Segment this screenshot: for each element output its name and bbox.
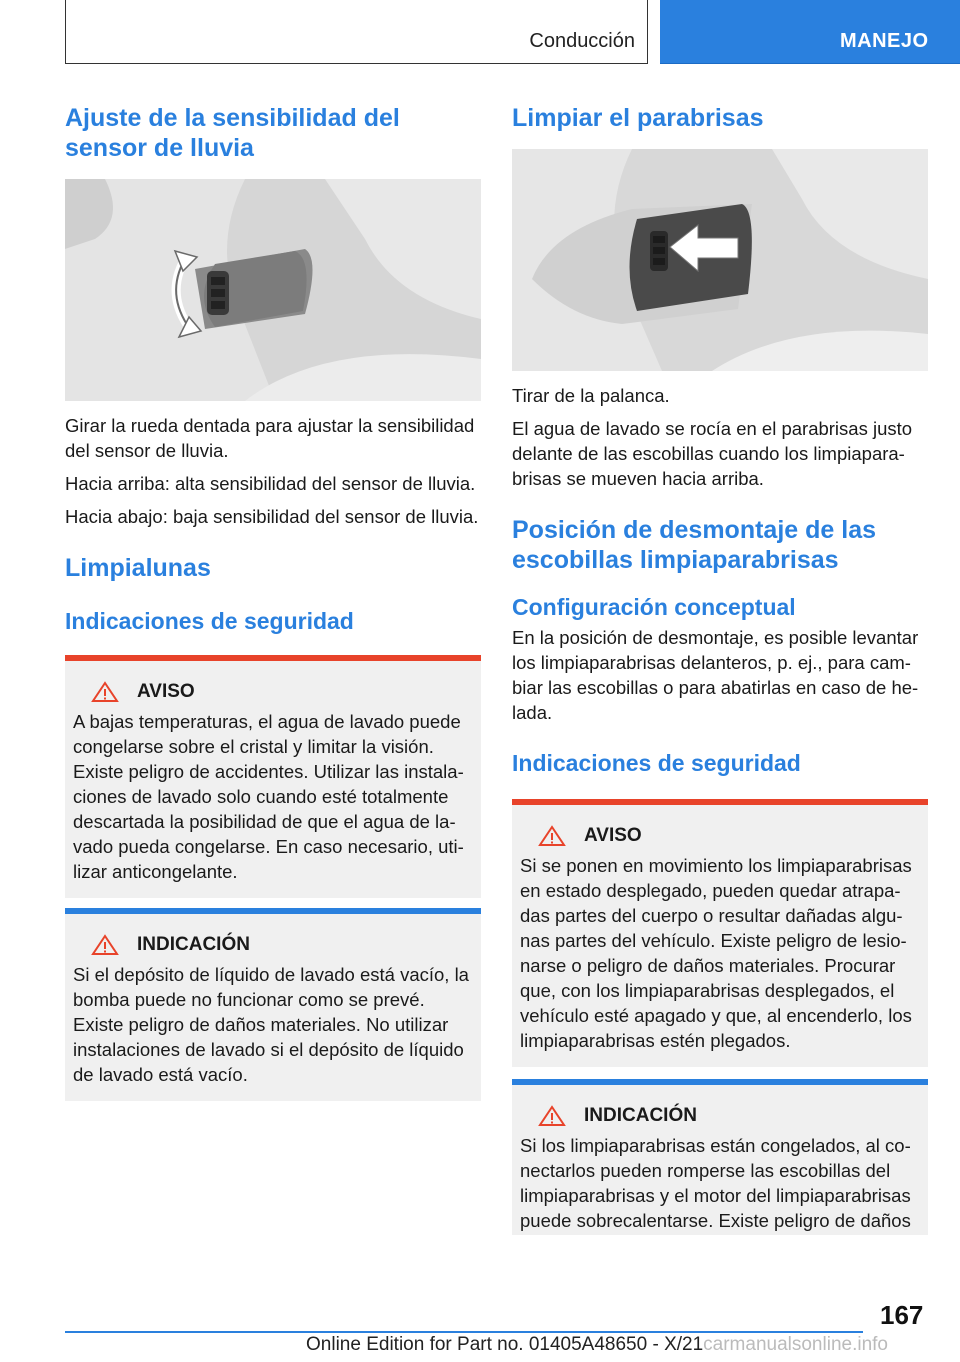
notice-text: Si el depósito de líquido de lavado está vacío, la bomba puede no funcionar como se prevé. Existe peligro de daños materiales. No utilizar instalaciones de lavado si el depósito de líquido de lavado está vacío. bbox=[73, 964, 469, 1085]
notice-callout-left bbox=[65, 908, 481, 1101]
warning-text: Si se ponen en movimiento los limpiaparabrisas en estado desplegado, pueden quedar atrapa-das partes del cuerpo o resultar dañadas algu-nas partes del vehículo. Existe peligro de lesio-narse o peligro de daños materiales. Procurar que, con los limpiaparabrisas desplegados, el vehículo esté apagado y que, al encenderlo, los limpiaparabrisas estén plegados. bbox=[520, 855, 912, 1051]
warning-triangle-icon bbox=[91, 934, 119, 956]
paragraph-pull-lever: Tirar de la palanca. bbox=[512, 385, 670, 406]
heading-safety-right: Indicaciones de seguridad bbox=[512, 750, 801, 776]
warning-callout-left bbox=[65, 655, 481, 898]
heading-concept: Configuración conceptual bbox=[512, 594, 796, 620]
heading-safety-left: Indicaciones de seguridad bbox=[65, 608, 354, 634]
windshield-lever-figure bbox=[512, 149, 928, 371]
paragraph-low-sensitivity: Hacia abajo: baja sensibilidad del sensor de lluvia. bbox=[65, 506, 479, 527]
footer-divider bbox=[65, 1331, 863, 1333]
page-number: 167 bbox=[880, 1300, 924, 1330]
warning-triangle-icon bbox=[538, 1105, 566, 1127]
heading-limpialunas: Limpialunas bbox=[65, 554, 211, 582]
notice-text: Si los limpiaparabrisas están congelados, al co-nectarlos pueden romperse las escobillas del limpiaparabrisas y el motor del limpiaparabrisas puede sobrecalentarse. Existe peligro de daños bbox=[520, 1135, 911, 1231]
header-section-title: Conducción bbox=[529, 30, 635, 52]
paragraph-high-sensitivity: Hacia arriba: alta sensibilidad del sensor de lluvia. bbox=[65, 473, 476, 494]
paragraph-spray: El agua de lavado se rocía en el parabrisas justo delante de las escobillas cuando los limpiapara-brisas se mueven hacia arriba. bbox=[512, 418, 913, 489]
footer-edition bbox=[306, 1334, 888, 1356]
header-chapter-tab[interactable] bbox=[660, 0, 960, 64]
paragraph-removal: En la posición de desmontaje, es posible levantar los limpiaparabrisas delanteros, p. ej., para cam-biar las escobillas o para abatirlas en caso de he-lada. bbox=[512, 627, 919, 723]
header-section-box bbox=[65, 0, 648, 64]
right-column bbox=[512, 100, 928, 1235]
warning-title: AVISO bbox=[584, 825, 642, 846]
rain-sensor-figure bbox=[65, 179, 481, 401]
warning-triangle-icon bbox=[538, 825, 566, 847]
warning-callout-right bbox=[512, 799, 928, 1067]
watermark: carmanualsonline.info bbox=[703, 1334, 888, 1355]
warning-text: A bajas temperaturas, el agua de lavado puede congelarse sobre el cristal y limitar la visión. Existe peligro de accidentes. Utilizar las instala-ciones de lavado solo cuando esté totalmente descartada la posibilidad de que el agua de la-vado pueda congelarse. En caso necesario, uti-lizar anticongelante. bbox=[73, 711, 464, 882]
notice-callout-right bbox=[512, 1079, 928, 1235]
edition-text: Online Edition for Part no. 01405A48650 - X/21 bbox=[306, 1334, 704, 1355]
section-title-rain-sensor: Ajuste de la sensibilidad del sensor de lluvia bbox=[65, 104, 400, 162]
notice-title: INDICACIÓN bbox=[584, 1105, 697, 1126]
header-chapter-label: MANEJO bbox=[840, 30, 929, 52]
left-column bbox=[65, 100, 481, 1101]
paragraph-rotate-wheel: Girar la rueda dentada para ajustar la sensibilidad del sensor de lluvia. bbox=[65, 415, 475, 461]
section-title-clean-windshield: Limpiar el parabrisas bbox=[512, 104, 764, 132]
warning-triangle-icon bbox=[91, 681, 119, 703]
warning-title: AVISO bbox=[137, 681, 195, 702]
notice-title: INDICACIÓN bbox=[137, 934, 250, 955]
heading-removal-position: Posición de desmontaje de las escobillas limpiaparabrisas bbox=[512, 516, 877, 574]
